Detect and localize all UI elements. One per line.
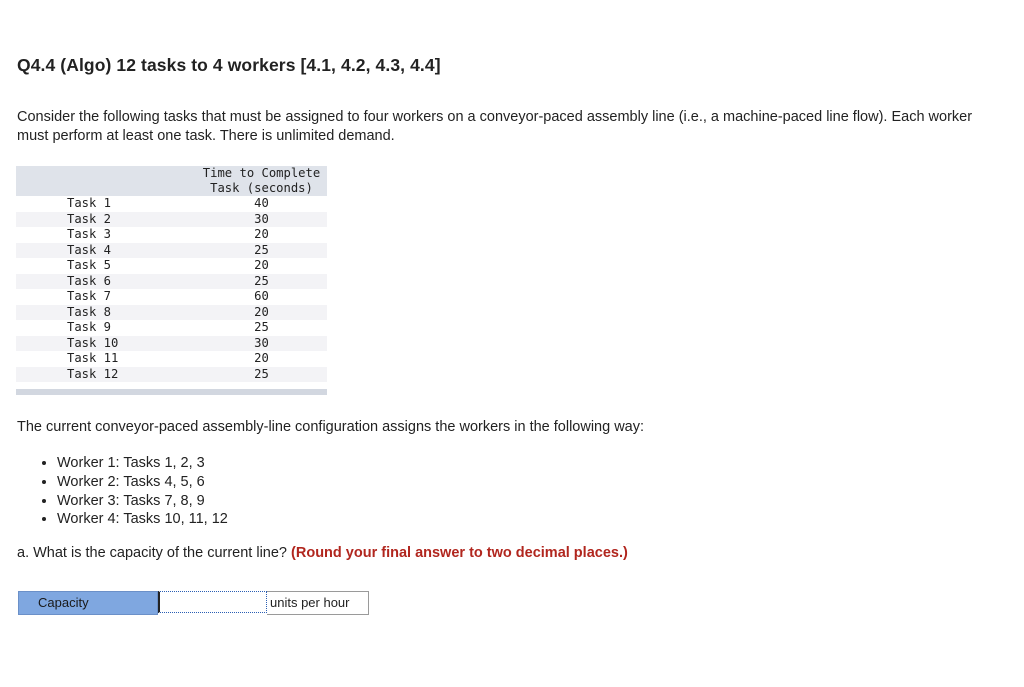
task-name-cell: Task 4 xyxy=(16,243,196,259)
table-row xyxy=(16,351,327,367)
table-row xyxy=(16,258,327,274)
worker-assignment-item: • Worker 1: Tasks 1, 2, 3 xyxy=(57,454,228,473)
table-footer-bar xyxy=(16,389,327,395)
table-row xyxy=(16,305,327,321)
task-time-cell: 20 xyxy=(254,258,269,272)
task-time-cell: 30 xyxy=(196,336,327,352)
task-name-cell: Task 12 xyxy=(16,367,196,383)
time-header-line-2: Task (seconds) xyxy=(210,181,313,195)
task-rows xyxy=(16,196,327,382)
time-column-header xyxy=(196,166,327,196)
worker-assignment-item: • Worker 3: Tasks 7, 8, 9 xyxy=(57,492,228,511)
table-row xyxy=(16,227,327,243)
time-header-line-1: Time to Complete xyxy=(202,166,321,180)
task-name-cell: Task 1 xyxy=(67,196,112,210)
question-intro: Consider the following tasks that must be assigned to four workers on a conveyor-paced assembly line (i.e., a machine-paced line flow). Each worker must perform at least one task. There is unlimited demand. xyxy=(17,109,973,144)
question-title: Q4.4 (Algo) 12 tasks to 4 workers [4.1, 4.2, 4.3, 4.4] xyxy=(17,55,441,75)
capacity-input[interactable] xyxy=(158,591,267,613)
table-row xyxy=(16,336,327,352)
task-time-cell: 25 xyxy=(196,274,327,290)
part-a-question-text: a. What is the capacity of the current line? xyxy=(17,545,287,561)
task-column-header xyxy=(16,166,196,196)
configuration-text: The current conveyor-paced assembly-line configuration assigns the workers in the following way: xyxy=(17,419,645,435)
part-a-instruction: (Round your final answer to two decimal places.) xyxy=(291,545,628,561)
table-header-row xyxy=(16,166,327,196)
worker-assignment-item: • Worker 2: Tasks 4, 5, 6 xyxy=(57,473,228,492)
table-row xyxy=(16,243,327,259)
task-time-cell: 25 xyxy=(254,320,269,334)
task-name-cell: Task 6 xyxy=(16,274,196,290)
task-time-cell: 25 xyxy=(196,243,327,259)
task-name-cell: Task 8 xyxy=(16,305,196,321)
table-row xyxy=(16,212,327,228)
task-time-cell: 60 xyxy=(254,289,269,303)
capacity-unit: units per hour xyxy=(267,591,369,615)
task-time-cell: 30 xyxy=(196,212,327,228)
table-row xyxy=(16,289,327,305)
task-time-cell: 25 xyxy=(196,367,327,383)
capacity-label: Capacity xyxy=(18,591,158,615)
worker-assignment-item: • Worker 4: Tasks 10, 11, 12 xyxy=(57,510,228,529)
table-row xyxy=(16,274,327,290)
task-name-cell: Task 7 xyxy=(67,289,112,303)
table-row xyxy=(16,196,327,212)
table-row xyxy=(16,367,327,383)
task-name-cell: Task 11 xyxy=(67,351,119,365)
task-time-cell: 40 xyxy=(254,196,269,210)
task-time-cell: 20 xyxy=(254,351,269,365)
task-time-cell: 20 xyxy=(254,227,269,241)
part-a-question xyxy=(17,545,628,561)
worker-assignment-list xyxy=(38,454,228,529)
task-name-cell: Task 9 xyxy=(67,320,112,334)
task-name-cell: Task 2 xyxy=(16,212,196,228)
task-name-cell: Task 5 xyxy=(67,258,112,272)
capacity-answer-row xyxy=(18,591,369,615)
task-time-table xyxy=(16,166,327,382)
table-row xyxy=(16,320,327,336)
task-time-cell: 20 xyxy=(196,305,327,321)
task-name-cell: Task 3 xyxy=(67,227,112,241)
task-name-cell: Task 10 xyxy=(16,336,196,352)
